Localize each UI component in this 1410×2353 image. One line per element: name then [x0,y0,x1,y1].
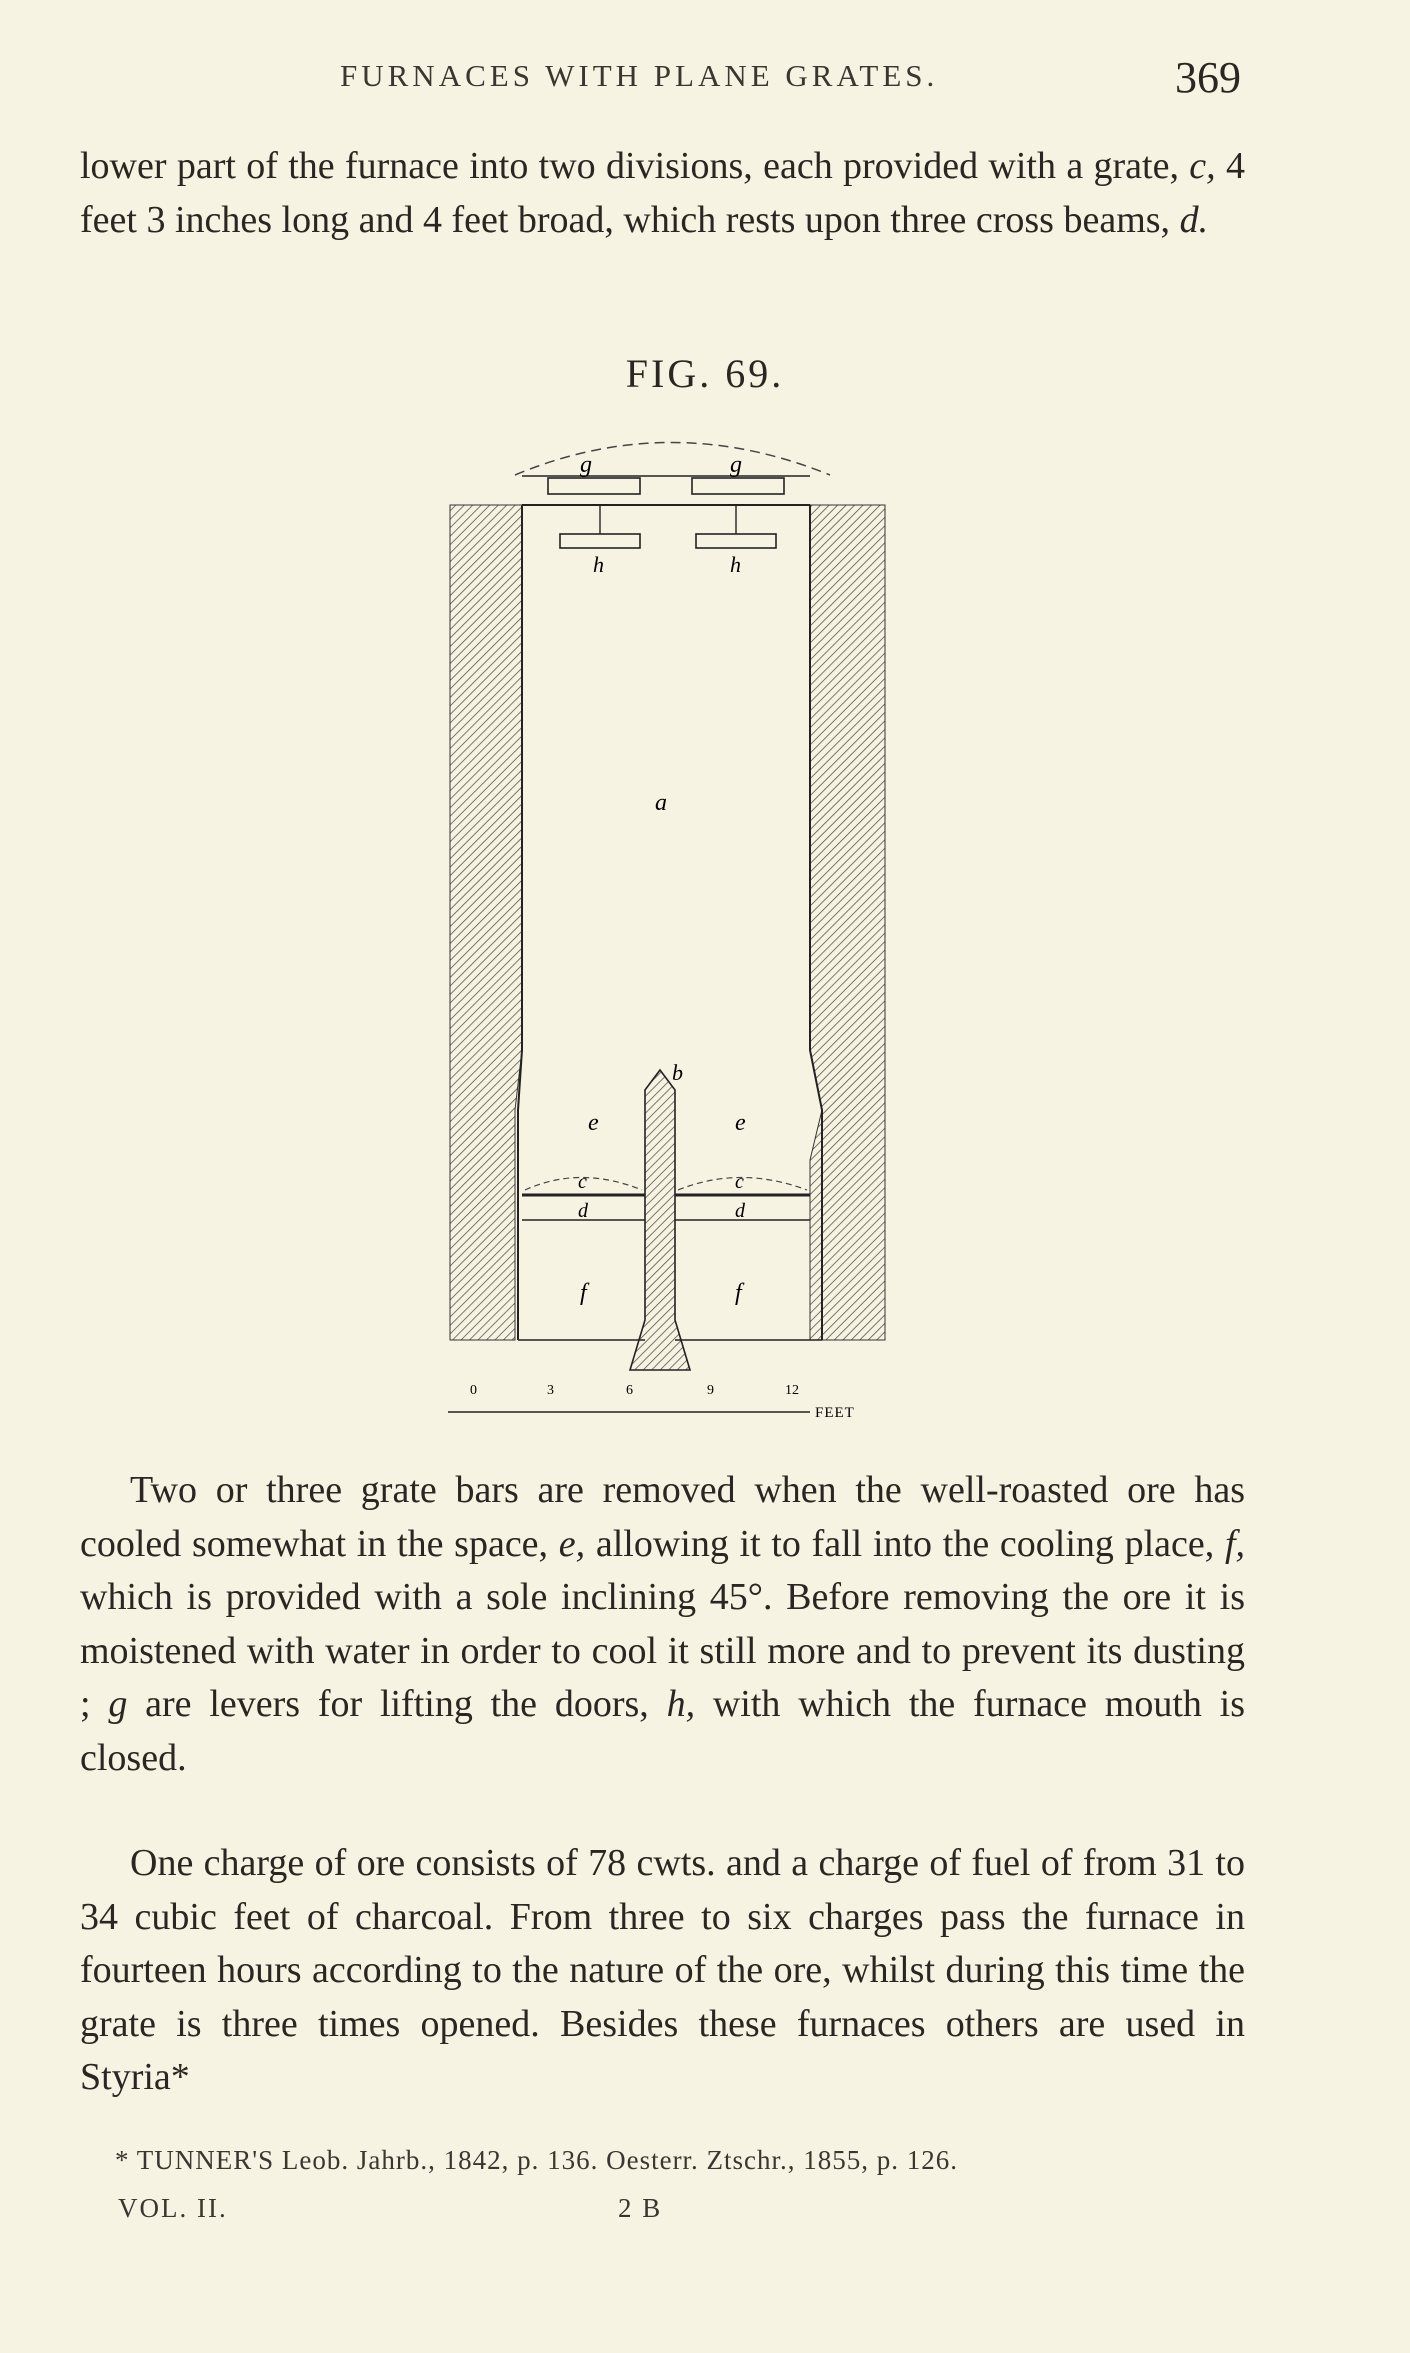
p1-italic-d: d. [1179,198,1209,241]
label-b: b [672,1060,683,1085]
running-title: FURNACES WITH PLANE GRATES. [340,58,939,93]
door-left [560,534,640,548]
p2-text-3: which is provided with a sole inclining 45°. Before removing the ore it is moistened with water in order to cool it still more and to prevent its dusting ; [80,1576,1245,1725]
label-a: a [655,790,667,816]
label-d-left: d [578,1200,588,1222]
p2-italic-e: e, [558,1522,586,1565]
volume-label: VOL. II. [118,2193,228,2223]
paragraph-charge: One charge of ore consists of 78 cwts. and a charge of fuel of from 31 to 34 cubic feet of charcoal. From three to six charges pass the furnace in fourteen hours according to the nature of the ore, whilst during this time the grate is three times opened. Besides these furnaces others are used in Styria* [80,1842,1245,2098]
p2-text-1: Two or three grate bars are removed when the well-roasted ore has cooled somewhat in the space, [80,1469,1245,1565]
label-d-right: d [735,1200,745,1222]
label-e-left: e [588,1110,599,1136]
label-g-right: g [730,452,742,478]
lever-right [692,478,784,494]
p2-text-4: are levers for lifting the doors, [127,1683,667,1725]
lever-left [548,478,640,494]
left-wall [450,505,522,1340]
p2-text-5: with which the furnace mouth is closed. [80,1683,1246,1779]
scale-tick-2: 6 [626,1383,633,1398]
label-e-right: e [735,1110,746,1136]
scale-tick-4: 12 [785,1383,799,1398]
label-h-right: h [730,552,741,577]
p2-text-2: allowing it to fall into the cooling place, [585,1522,1225,1565]
furnace-figure [430,420,910,1430]
label-g-left: g [580,452,592,478]
p2-italic-h: h, [666,1683,696,1725]
label-h-left: h [593,552,604,577]
figure-caption: FIG. 69. [625,351,785,396]
label-c-left: c [578,1171,587,1193]
top-arch [515,443,830,476]
paragraph-continued [80,140,1245,247]
running-head [0,52,1410,112]
signature-mark: 2 B [618,2193,663,2223]
page-number: 369 [1175,53,1241,102]
scale-tick-1: 3 [547,1383,554,1398]
label-f-left: f [580,1280,587,1306]
label-f-right: f [735,1280,742,1306]
p1-text-2: 4 feet 3 inches long and 4 feet broad, which rests upon three cross beams, [80,145,1246,241]
signature-line [118,2193,718,2233]
scale-tick-3: 9 [707,1383,714,1398]
p2-italic-f: f, [1224,1522,1245,1565]
label-c-right: c [735,1171,744,1193]
p2-italic-g: g [108,1683,128,1725]
scale-tick-0: 0 [470,1383,477,1398]
door-right [696,534,776,548]
footnote: * TUNNER'S Leob. Jahrb., 1842, p. 136. Oesterr. Ztschr., 1855, p. 126. [115,2145,959,2175]
paragraph-grate-bars [80,1464,1245,1785]
scale-unit: FEET [815,1405,855,1421]
p1-italic-c: c, [1189,145,1216,187]
p1-text-1: lower part of the furnace into two divisions, each provided with a grate, [80,145,1190,187]
